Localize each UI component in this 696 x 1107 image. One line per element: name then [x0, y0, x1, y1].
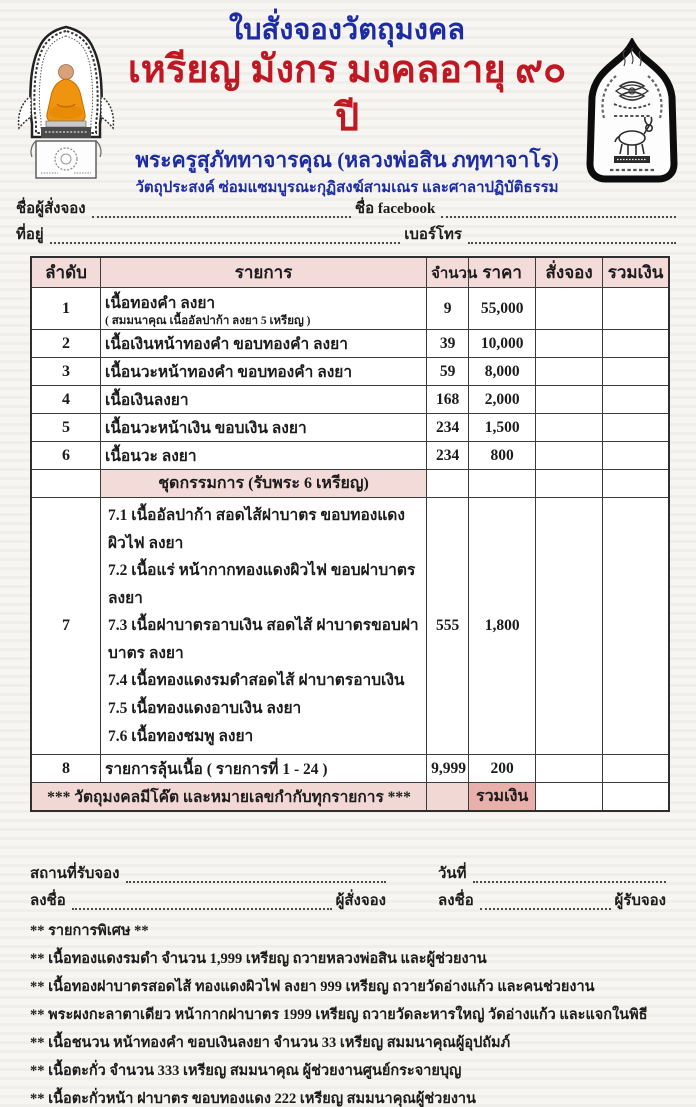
- special-notes-title: ** รายการพิเศษ **: [30, 923, 149, 940]
- header: [0, 0, 696, 196]
- row-no: 3: [31, 358, 101, 386]
- row-order-cell[interactable]: [536, 414, 603, 442]
- row-order-cell[interactable]: [536, 442, 603, 470]
- row-item-text: เนื้อนวะหน้าเงิน ขอบเงิน ลงยา: [101, 414, 427, 442]
- special-note-line: ** เนื้อตะกั่ว จำนวน 333 เหรียญ สมมนาคุณ ผู้ช่วยงานศูนย์กระจายบุญ: [30, 1063, 462, 1080]
- row-qty: 234: [427, 442, 469, 470]
- row-price: 800: [469, 442, 536, 470]
- committee-order-cell: [536, 470, 603, 498]
- special-note-line: ** เนื้อทองแดงรมดำ จำนวน 1,999 เหรียญ ถวายหลวงพ่อสิน และผู้ช่วยงาน: [30, 951, 487, 968]
- table-row: [31, 386, 669, 414]
- row-price: 200: [469, 755, 536, 783]
- monk-name: พระครูสุภัททาจารคุณ (หลวงพ่อสิน ภทฺทาจาโร): [135, 148, 559, 173]
- grand-total-amount-cell[interactable]: [603, 783, 669, 812]
- sign-orderer-role: ผู้สั่งจอง: [335, 893, 386, 910]
- booking-place-label: สถานที่รับจอง: [30, 866, 120, 883]
- row-total-cell[interactable]: [603, 288, 669, 330]
- row-price: 1,800: [469, 498, 536, 755]
- col-order: สั่งจอง: [536, 257, 603, 288]
- date-label: วันที่: [438, 866, 467, 883]
- committee-total-cell: [603, 470, 669, 498]
- row-item-text: เนื้อนวะหน้าทองคำ ขอบทองคำ ลงยา: [101, 358, 427, 386]
- row-item-text: รายการลุ้นเนื้อ ( รายการที่ 1 - 24 ): [101, 755, 427, 783]
- row-total-cell[interactable]: [603, 498, 669, 755]
- set-item: 7.1 เนื้ออัลปาก้า สอดไส้ฝาบาตร ขอบทองแดงผิวไฟ ลงยา: [108, 507, 405, 552]
- monk-portrait: [13, 24, 119, 184]
- row-no: 6: [31, 442, 101, 470]
- row-total-cell[interactable]: [603, 414, 669, 442]
- row-item-text: เนื้อเงินหน้าทองคำ ขอบทองคำ ลงยา: [101, 330, 427, 358]
- row-no: 5: [31, 414, 101, 442]
- row-no: 4: [31, 386, 101, 414]
- committee-qty-cell: [427, 470, 469, 498]
- order-table: [30, 256, 670, 812]
- row-total-cell[interactable]: [603, 358, 669, 386]
- row-total-cell[interactable]: [603, 442, 669, 470]
- purpose-line: วัตถุประสงค์ ซ่อมแซมบูรณะกุฏิสงฆ์สามเณร และศาลาปฏิบัติธรรม: [135, 179, 559, 196]
- yant-seal: [576, 38, 688, 188]
- table-row: [31, 330, 669, 358]
- customer-info-section: [16, 194, 680, 246]
- row-qty: 9,999: [427, 755, 469, 783]
- row-item-text: เนื้อเงินลงยา: [101, 386, 427, 414]
- col-total: รวมเงิน: [603, 257, 669, 288]
- phone-label: เบอร์โทร: [404, 227, 462, 243]
- table-row: [31, 755, 669, 783]
- row-no: 1: [31, 288, 101, 330]
- row-no: 2: [31, 330, 101, 358]
- row-price: 8,000: [469, 358, 536, 386]
- row-qty: 555: [427, 498, 469, 755]
- code-note-label: *** วัตถุมงคลมีโค๊ต และหมายเลขกำกับทุกรายการ ***: [31, 783, 427, 812]
- committee-price-cell: [469, 470, 536, 498]
- special-note-line: ** เนื้อทองฝาบาตรสอดไส้ ทองแดงผิวไฟ ลงยา 999 เหรียญ ถวายวัดอ่างแก้ว และคนช่วยงาน: [30, 979, 595, 996]
- monk-portrait-image: [13, 24, 119, 184]
- row-total-cell[interactable]: [603, 330, 669, 358]
- table-row: [31, 358, 669, 386]
- set-item: 7.4 เนื้อทองแดงรมดำสอดไส้ ฝาบาตรอาบเงิน: [108, 672, 405, 690]
- set-item: 7.2 เนื้อแร่ หน้ากากทองแดงผิวไฟ ขอบฝาบาตร ลงยา: [108, 562, 416, 607]
- col-price: ราคา: [469, 257, 536, 288]
- row-order-cell[interactable]: [536, 358, 603, 386]
- table-row: [31, 414, 669, 442]
- facebook-input[interactable]: [441, 201, 676, 218]
- grand-total-order-cell[interactable]: [536, 783, 603, 812]
- row-price: 55,000: [469, 288, 536, 330]
- sign-receiver-label: ลงชื่อ: [438, 893, 474, 910]
- row-total-cell[interactable]: [603, 755, 669, 783]
- special-note-line: ** พระผงกะลาตาเดียว หน้ากากฝาบาตร 1999 เหรียญ ถวายวัดละหารใหญ่ วัดอ่างแก้ว และแจกในพิธี: [30, 1007, 648, 1024]
- coin-title: เหรียญ มังกร มงคลอายุ ๙๐ ปี: [127, 49, 567, 139]
- row-item-text: เนื้อนวะ ลงยา: [101, 442, 427, 470]
- yant-seal-image: [576, 38, 688, 188]
- row-order-cell[interactable]: [536, 755, 603, 783]
- row-qty: 39: [427, 330, 469, 358]
- row-item: [101, 288, 427, 330]
- grand-total-label: รวมเงิน: [469, 783, 536, 812]
- row-no: 7: [31, 498, 101, 755]
- row-no: 8: [31, 755, 101, 783]
- facebook-label: ชื่อ facebook: [354, 201, 436, 217]
- table-row: [31, 288, 669, 330]
- row-qty: 234: [427, 414, 469, 442]
- signature-section: [30, 858, 670, 912]
- phone-input[interactable]: [468, 227, 676, 244]
- set-item: 7.6 เนื้อทองชมพู ลงยา: [108, 727, 254, 745]
- col-qty: จำนวน: [427, 257, 469, 288]
- table-header-row: [31, 257, 669, 288]
- set-item: 7.3 เนื้อฝาบาตรอาบเงิน สอดไส้ ฝาบาตรขอบฝาบาตร ลงยา: [108, 617, 419, 662]
- row-price: 10,000: [469, 330, 536, 358]
- committee-header-label: ชุดกรรมการ (รับพระ 6 เหรียญ): [101, 470, 427, 498]
- row-item-text: เนื้อทองคำ ลงยา: [105, 294, 216, 312]
- committee-set-row: [31, 498, 669, 755]
- form-title: ใบสั่งจองวัตถุมงคล: [228, 14, 466, 46]
- table-footer-row: [31, 783, 669, 812]
- col-item: รายการ: [101, 257, 427, 288]
- sign-receiver-input[interactable]: [480, 893, 611, 910]
- sign-orderer-label: ลงชื่อ: [30, 893, 66, 910]
- address-input[interactable]: [50, 227, 401, 244]
- set-item: 7.5 เนื้อทองแดงอาบเงิน ลงยา: [108, 700, 302, 718]
- sign-receiver-role: ผู้รับจอง: [614, 893, 666, 910]
- committee-no-cell: [31, 470, 101, 498]
- address-label: ที่อยู่: [16, 227, 44, 243]
- row-item-subnote: ( สมมนาคุณ เนื้ออัลปาก้า ลงยา 5 เหรียญ ): [105, 314, 311, 327]
- booking-place-input[interactable]: [126, 866, 386, 883]
- sign-orderer-input[interactable]: [72, 893, 332, 910]
- row-price: 2,000: [469, 386, 536, 414]
- row-order-cell[interactable]: [536, 330, 603, 358]
- row-order-cell[interactable]: [536, 386, 603, 414]
- committee-set-items: [101, 498, 427, 755]
- date-input[interactable]: [473, 866, 666, 883]
- row-order-cell[interactable]: [536, 288, 603, 330]
- orderer-name-input[interactable]: [92, 201, 351, 218]
- col-no: ลำดับ: [31, 257, 101, 288]
- row-qty: 59: [427, 358, 469, 386]
- committee-header-row: [31, 470, 669, 498]
- row-qty: 168: [427, 386, 469, 414]
- orderer-name-label: ชื่อผู้สั่งจอง: [16, 201, 86, 217]
- footer-qty-cell: [427, 783, 469, 812]
- special-note-line: ** เนื้อชนวน หน้าทองคำ ขอบเงินลงยา จำนวน 33 เหรียญ สมมนาคุณผู้อุปถัมภ์: [30, 1035, 511, 1052]
- row-qty: 9: [427, 288, 469, 330]
- row-order-cell[interactable]: [536, 498, 603, 755]
- row-price: 1,500: [469, 414, 536, 442]
- special-note-line: ** เนื้อตะกั่วหน้า ฝาบาตร ขอบทองแดง 222 เหรียญ สมมนาคุณผู้ช่วยงาน: [30, 1091, 476, 1107]
- special-notes-section: [30, 924, 670, 1107]
- row-total-cell[interactable]: [603, 386, 669, 414]
- table-row: [31, 442, 669, 470]
